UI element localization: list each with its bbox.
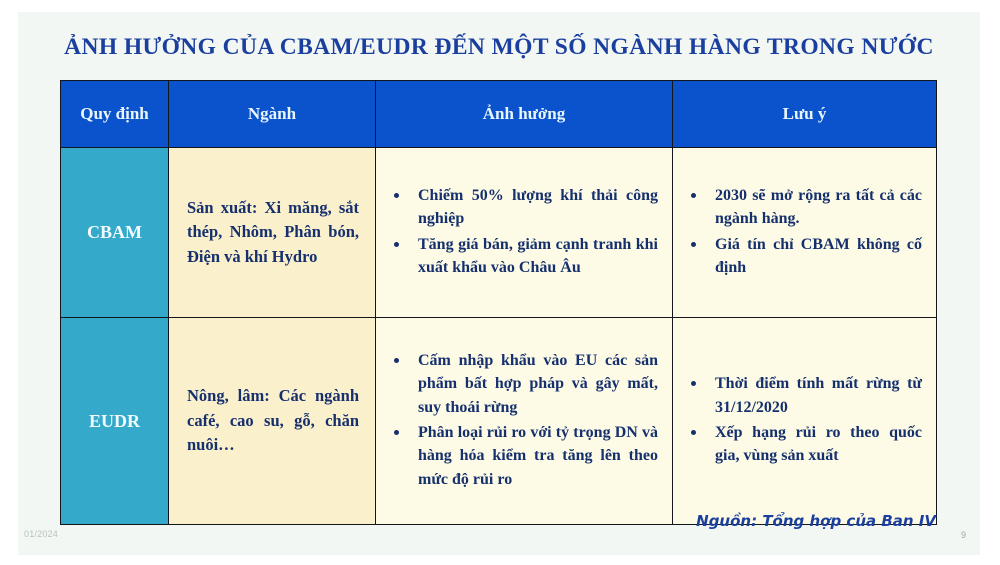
sector-cell-cbam: Sản xuất: Xi măng, sắt thép, Nhôm, Phân bón, Điện và khí Hydro (169, 148, 376, 318)
sector-cell-eudr: Nông, lâm: Các ngành café, cao su, gỗ, chăn nuôi… (169, 318, 376, 525)
list-item: Phân loại rủi ro với tỷ trọng DN và hàng hóa kiểm tra tăng lên theo mức độ rủi ro (384, 421, 658, 491)
impact-list-eudr (384, 349, 658, 491)
notes-cell-cbam (673, 148, 937, 318)
list-item: Thời điểm tính mất rừng từ 31/12/2020 (681, 372, 922, 419)
impact-cell-eudr (376, 318, 673, 525)
column-header-notes: Lưu ý (673, 81, 937, 148)
regulation-cell-cbam: CBAM (61, 148, 169, 318)
page-title: ẢNH HƯỞNG CỦA CBAM/EUDR ĐẾN MỘT SỐ NGÀNH HÀNG TRONG NƯỚC (64, 34, 934, 60)
column-header-regulation: Quy định (61, 81, 169, 148)
list-item: Chiếm 50% lượng khí thải công nghiệp (384, 184, 658, 231)
table-row (61, 318, 937, 525)
regulation-cell-eudr: EUDR (61, 318, 169, 525)
list-item: Tăng giá bán, giảm cạnh tranh khi xuất khẩu vào Châu Âu (384, 233, 658, 280)
impact-cell-cbam (376, 148, 673, 318)
list-item: Giá tín chỉ CBAM không cố định (681, 233, 922, 280)
list-item: Xếp hạng rủi ro theo quốc gia, vùng sản xuất (681, 421, 922, 468)
notes-cell-eudr (673, 318, 937, 525)
column-header-impact: Ảnh hưởng (376, 81, 673, 148)
column-header-sector: Ngành (169, 81, 376, 148)
impact-table (60, 80, 937, 525)
notes-list-cbam (681, 184, 922, 279)
notes-list-eudr (681, 372, 922, 467)
date-label: 01/2024 (24, 529, 58, 539)
slide-canvas (18, 12, 980, 555)
list-item: 2030 sẽ mở rộng ra tất cả các ngành hàng. (681, 184, 922, 231)
source-note: Nguồn: Tổng hợp của Ban IV (696, 512, 936, 530)
list-item: Cấm nhập khẩu vào EU các sản phẩm bất hợp pháp và gây mất, suy thoái rừng (384, 349, 658, 419)
table-row (61, 148, 937, 318)
table-header-row (61, 81, 937, 148)
page-number: 9 (960, 530, 966, 540)
impact-list-cbam (384, 184, 658, 279)
